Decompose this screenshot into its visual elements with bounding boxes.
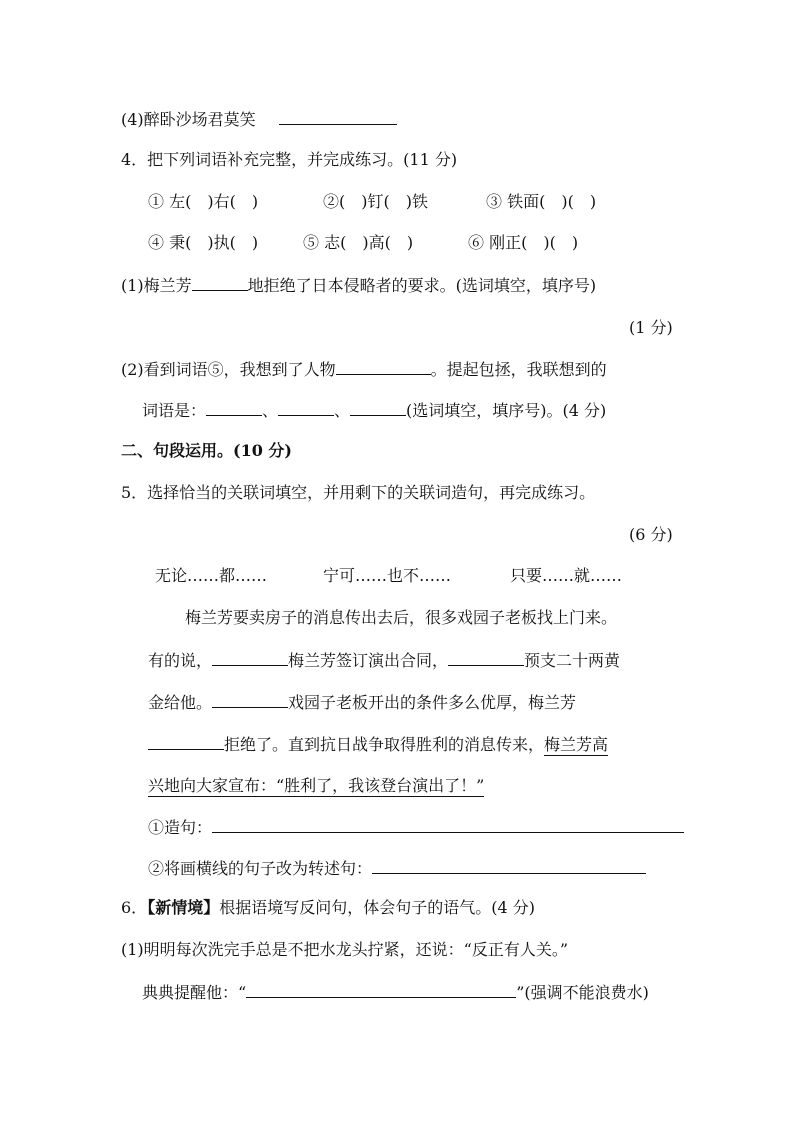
sub2-text-2: 。提起包拯，我联想到的 (430, 360, 607, 379)
passage-text: 戏园子老板开出的条件多么优厚，梅兰芳 (288, 693, 577, 712)
q6-sub1-line2 (142, 981, 649, 1004)
word-item[interactable]: ②( )钉( )铁 (323, 192, 428, 211)
q5-make-sentence (148, 816, 684, 839)
answer-line[interactable] (212, 816, 684, 833)
sub2-text-4: (选词填空，填序号)。(4 分) (406, 401, 607, 420)
q5-options (155, 565, 622, 587)
q6-number: 6． (121, 898, 148, 917)
answer-blank[interactable] (192, 274, 248, 291)
convert-label: ②将画横线的句子改为转述句： (148, 859, 373, 878)
q4-words-row1 (148, 191, 596, 213)
option-2: 宁可……也不…… (323, 566, 452, 585)
section-2-title: 二、句段运用。(10 分) (121, 441, 292, 460)
passage-text: 梅兰芳签订演出合同， (288, 651, 449, 670)
q4-sub2 (121, 358, 607, 381)
q6-text: 根据语境写反问句，体会句子的语气。(4 分) (219, 898, 535, 917)
passage-line-5 (148, 775, 484, 797)
q4-sub1 (121, 274, 596, 297)
sub1-text: (1)梅兰芳 (121, 276, 192, 295)
sub2-text-3: 词语是： (142, 401, 207, 420)
q4-stem: 4．把下列词语补充完整，并完成练习。(11 分) (121, 150, 458, 169)
answer-blank[interactable] (279, 108, 397, 125)
answer-blank[interactable] (448, 649, 524, 666)
answer-line[interactable] (372, 857, 646, 874)
q5-score: (6 分) (629, 525, 673, 544)
q5-convert (148, 857, 646, 880)
passage-line-3 (148, 691, 576, 714)
underlined-sentence: 梅兰芳高 (544, 735, 609, 754)
answer-blank[interactable] (212, 649, 288, 666)
word-item[interactable]: ① 左( )右( ) (148, 192, 259, 211)
answer-blank[interactable] (212, 691, 288, 708)
passage-text: 金给他。 (148, 693, 213, 712)
separator: 、 (334, 401, 351, 420)
answer-blank[interactable] (336, 358, 431, 375)
q4-words-row2 (148, 232, 578, 254)
new-context-tag: 【新情境】 (147, 898, 220, 917)
q6-text-2: 典典提醒他：“ (142, 983, 247, 1002)
q6-sub1: (1)明明每次洗完手总是不把水龙头拧紧，还说：“反正有人关。” (121, 940, 569, 959)
option-3: 只要……就…… (510, 566, 623, 585)
q6-stem (121, 897, 535, 919)
sub2-text: (2)看到词语⑤，我想到了人物 (121, 360, 336, 379)
word-item[interactable]: ⑥ 刚正( )( ) (468, 233, 579, 252)
answer-blank[interactable] (278, 399, 334, 416)
word-item[interactable]: ⑤ 志( )高( ) (303, 233, 414, 252)
passage-text: 有的说， (148, 651, 213, 670)
q4-sub2-line2 (142, 399, 606, 422)
word-item[interactable]: ④ 秉( )执( ) (148, 233, 259, 252)
answer-line[interactable] (246, 981, 516, 998)
q4-sub1-score: (1 分) (629, 318, 673, 337)
passage-text: 拒绝了。直到抗日战争取得胜利的消息传来， (224, 735, 545, 754)
passage-line-2 (148, 649, 620, 672)
passage-text: 预支二十两黄 (524, 651, 621, 670)
underlined-sentence: 兴地向大家宣布：“胜利了，我该登台演出了！” (148, 776, 485, 795)
answer-blank[interactable] (350, 399, 406, 416)
q6-text-3: ”(强调不能浪费水) (516, 983, 649, 1002)
answer-blank[interactable] (206, 399, 262, 416)
q5-stem: 5．选择恰当的关联词填空，并用剩下的关联词造句，再完成练习。 (121, 483, 596, 502)
sub1-text-2: 地拒绝了日本侵略者的要求。(选词填空，填序号) (247, 276, 597, 295)
word-item[interactable]: ③ 铁面( )( ) (486, 192, 597, 211)
answer-blank[interactable] (148, 733, 224, 750)
item-text: (4)醉卧沙场君莫笑 (121, 110, 256, 129)
question-item-4 (121, 108, 397, 131)
option-1: 无论……都…… (155, 566, 268, 585)
make-sentence-label: ①造句： (148, 818, 213, 837)
passage-line-1: 梅兰芳要卖房子的消息传出去后，很多戏园子老板找上门来。 (185, 608, 618, 627)
passage-line-4 (148, 733, 608, 756)
separator: 、 (262, 401, 279, 420)
